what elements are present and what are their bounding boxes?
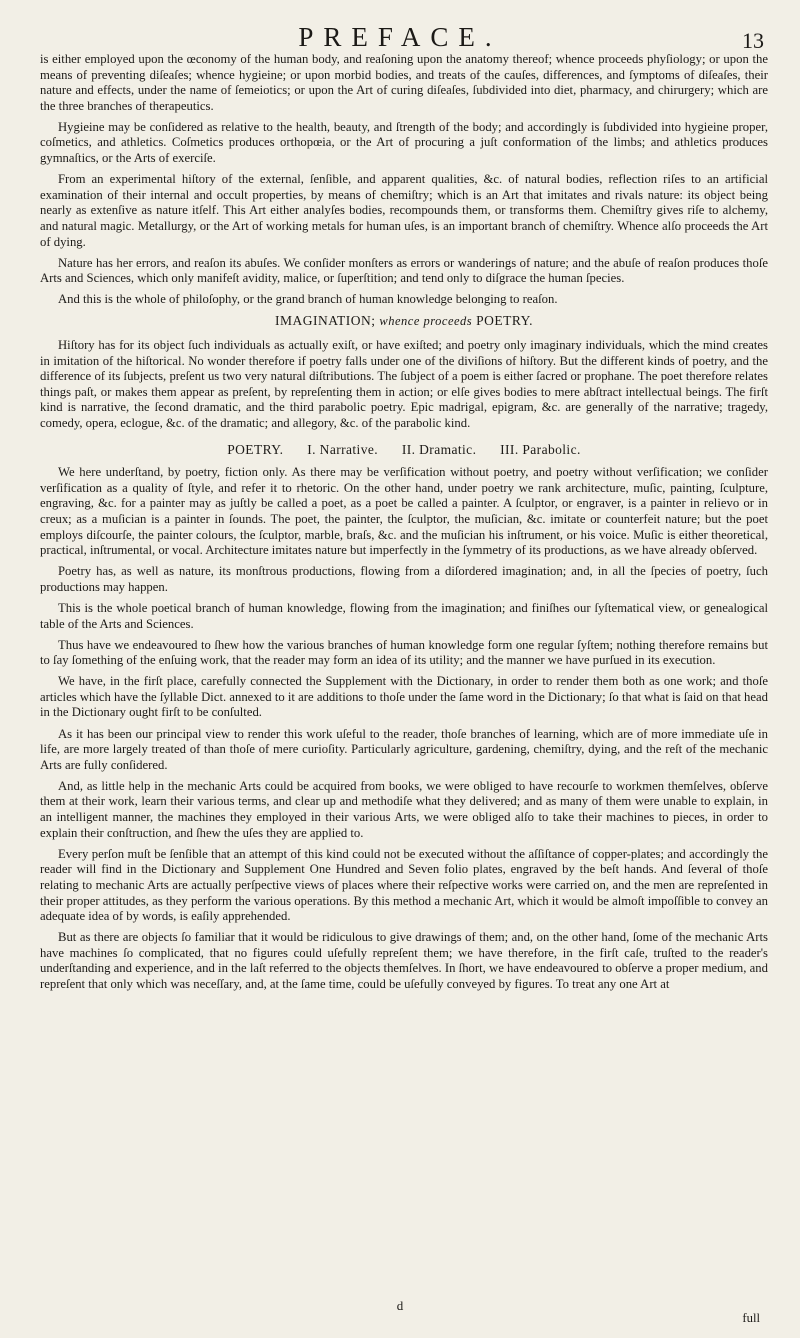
paragraph: Hiſtory has for its object ſuch individuals as actually exiſt, or have exiſted; and poetry only imaginary individuals, which the mind creates in imitation of the hiſtorical. No wonder therefore if poetry falls under one of the diviſions of hiſtory. But the different kinds of poetry, and the difference of its ſubjects, preſent us two very natural diſtributions. The ſubject of a poem is either ſacred or prophane. The poet therefore relates things paſt, or makes them appear as preſent, by repreſenting them in action; or elſe gives bodies to mere abſtract intellectual beings. The firſt kind is narrative, the ſecond dramatic, and the third parabolic poetry. Epic madrigal, epigram, &c. are generally of the narrative; tragedy, comedy, opera, eclogue, &c. of the dramatic; and allegory, &c. of the parabolic kind.: [40, 338, 768, 430]
paragraph: But as there are objects ſo familiar that it would be ridiculous to give drawings of them; and, on the other hand, ſome of the mechanic Arts have machines ſo complicated, that no figures could uſefully repreſent them; we have therefore, in the firſt caſe, truſted to the reader's underſtanding and experience, and in the laſt referred to the objects themſelves. In ſhort, we have endeavoured to obſerve a proper medium, and repreſent that only which was neceſſary, and, at the ſame time, could be uſefully conveyed by figures. To treat any one Art at: [40, 930, 768, 991]
heading-end: POETRY.: [476, 313, 533, 329]
poetry-narrative: I. Narrative.: [307, 441, 379, 457]
paragraph: Nature has her errors, and reaſon its abuſes. We conſider monſters as errors or wanderings of nature; and the abuſe of reaſon produces thoſe Arts and Sciences, which only manifeſt avidity, malice, or ſuperſtition; and tend only to diſgrace the human ſpecies.: [40, 255, 768, 286]
heading-sub: whence proceeds: [379, 314, 473, 329]
paragraph: This is the whole poetical branch of human knowledge, flowing from the imagination; and finiſhes our ſyſtematical view, or genealogical table of the Arts and Sciences.: [40, 600, 768, 631]
section-heading-imagination: [40, 313, 768, 330]
paragraph: We here underſtand, by poetry, fiction only. As there may be verſification without poetry, and poetry without verſification; we conſider verſification as a quality of ſtyle, and refer it to rhetoric. On the other hand, under poetry we rank architecture, muſic, painting, ſculpture, engraving, &c. for a painter may as juſtly be called a poet, as a poet be called a painter. A ſculptor, or engraver, is a painter in relievo or in creux; as a muſician is a painter in ſounds. The poet, the painter, the ſculptor, the muſician, &c. imitate or counterfeit nature; but the poet employs diſcourſe, the painter colours, the ſculptor, marble, braſs, &c. and the muſician his inſtrument, or his voice. Muſic is either theoretical, practical, inſtrumental, or vocal. Architecture imitates nature but imperfectly in the ſymmetry of its productions, as we have already obſerved.: [40, 465, 768, 558]
poetry-divisions: [40, 442, 768, 458]
page-number: 13: [742, 28, 764, 53]
poetry-parabolic: III. Parabolic.: [500, 441, 581, 457]
body-text: [40, 52, 768, 998]
catchword: full: [742, 1311, 760, 1325]
paragraph: From an experimental hiſtory of the external, ſenſible, and apparent qualities, &c. of natural bodies, reflection riſes to an artificial examination of their internal and occult properties, by means of chemiſtry; which is an Art that imitates and rivals nature: its object being nearly as extenſive as nature itſelf. This Art either analyſes bodies, recompounds them, or transforms them. Chemiſtry gives riſe to alchemy, and natural magic. Metallurgy, or the Art of working metals for human uſes, is an important branch of chemiſtry. Whence alſo proceeds the Art of dying.: [40, 172, 768, 249]
paragraph: As it has been our principal view to render this work uſeful to the reader, thoſe branches of learning, which are of more immediate uſe in life, are more largely treated of than thoſe of mere curioſity. Particularly agriculture, gardening, chemiſtry, dying, and the reſt of the mechanic Arts are fully conſidered.: [40, 726, 768, 772]
running-title: PREFACE.: [298, 22, 502, 52]
paragraph: Poetry has, as well as nature, its monſtrous productions, flowing from a diſordered imagination; and, in all the ſpecies of poetry, ſuch productions may happen.: [40, 564, 768, 594]
paragraph: is either employed upon the œconomy of the human body, and reaſoning upon the anatomy thereof; whence proceeds phyſiology; or upon the means of preventing diſeaſes; whence hygieine; or upon morbid bodies, and treats of the cauſes, differences, and ſymptoms of diſeaſes, their nature and effects, under the name of ſemeiotics; or upon the Art of curing diſeaſes, ſubdivided into diet, pharmacy, and chirurgery; which are the three branches of therapeutics.: [40, 52, 768, 113]
paragraph: Hygieine may be conſidered as relative to the health, beauty, and ſtrength of the body; and accordingly is ſubdivided into hygieine proper, coſmetics, and athletics. Coſmetics produces orthopœia, or the Art of procuring a juſt conformation of the limbs; and athletics produces gymnaſtics, or the Arts of exerciſe.: [40, 119, 768, 166]
signature-mark: d: [396, 1298, 404, 1313]
paragraph: We have, in the firſt place, carefully connected the Supplement with the Dictionary, in order to render them both as one work; and thoſe articles which have the ſyllable Dict. annexed to it are additions to thoſe under the ſame word in the Dictionary; ſo that what is ſaid on that head in the Dictionary ought firſt to be conſulted.: [40, 674, 768, 720]
poetry-label: POETRY.: [227, 441, 284, 457]
poetry-dramatic: II. Dramatic.: [401, 441, 477, 457]
heading-main: IMAGINATION;: [275, 313, 376, 329]
paragraph: And this is the whole of philoſophy, or the grand branch of human knowledge belonging to reaſon.: [58, 292, 558, 307]
paragraph: Thus have we endeavoured to ſhew how the various branches of human knowledge form one regular ſyſtem; nothing therefore remains but to ſay ſomething of the enſuing work, that the reader may form an idea of its utility; and the manner we have purſued in its execution.: [40, 637, 768, 668]
paragraph: Every perſon muſt be ſenſible that an attempt of this kind could not be executed without the aſſiſtance of copper-plates; and accordingly the reader will find in the Dictionary and Supplement One Hundred and Seven folio plates, engraved by the beſt hands. And ſeveral of thoſe relating to mechanic Arts are actually perſpective views of places where their reſpective works were carried on, and the men are repreſented in their proper attitudes, as they perform the various operations. By this method a mechanic Art, which it would be almoſt impoſſible to convey an adequate idea of by words, is eaſily apprehended.: [40, 846, 768, 924]
paragraph: And, as little help in the mechanic Arts could be acquired from books, we were obliged to have recourſe to workmen themſelves, obſerve them at their work, learn their various terms, and clear up and methodiſe what they delivered; and as many of them were unable to explain, in an intelligent manner, the machines they employed in their various Arts, we were obliged alſo to take their machines to pieces, in order to explain their conſtruction, and ſhew the uſes they are applied to.: [40, 778, 768, 840]
